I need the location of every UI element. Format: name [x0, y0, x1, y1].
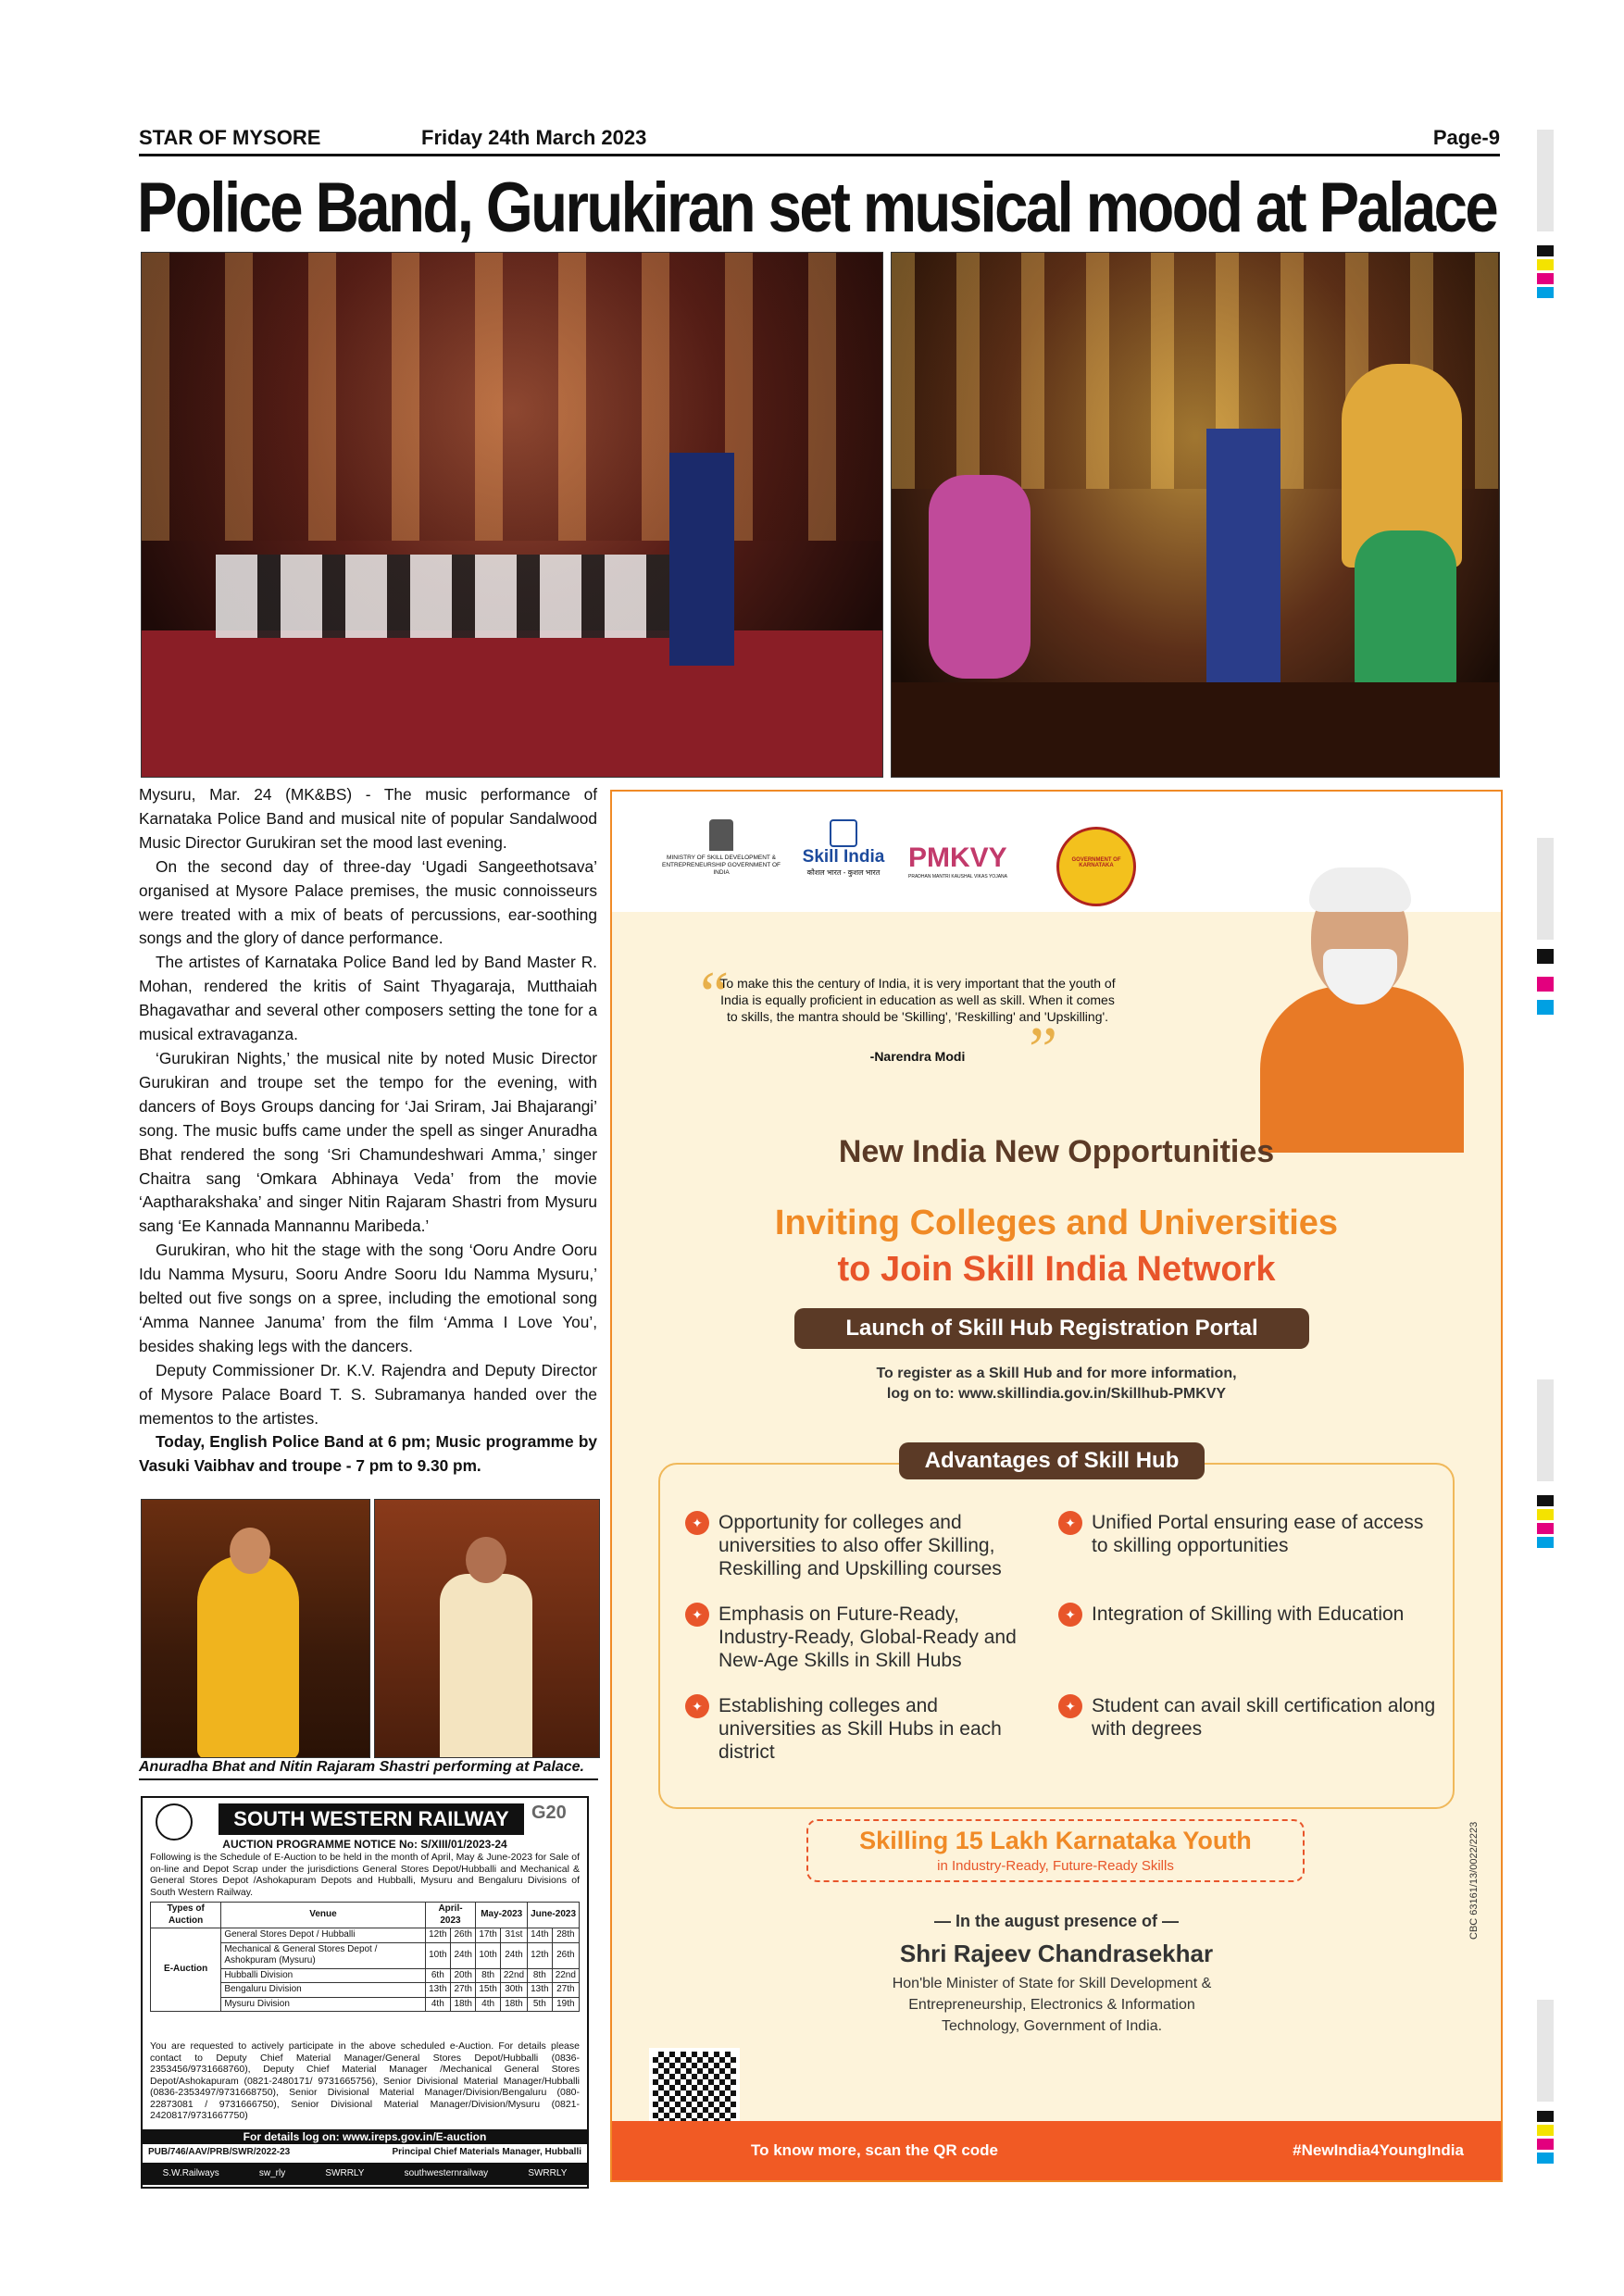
registration-mark: [1537, 2125, 1554, 2136]
issue-date: Friday 24th March 2023: [421, 126, 647, 149]
tagline: New India New Opportunities: [838, 1134, 1275, 1169]
registration-mark: [1537, 245, 1554, 256]
registration-mark: [1537, 949, 1554, 964]
col-venue: Venue: [221, 1903, 425, 1928]
article-body: [139, 783, 597, 1479]
registration-strip: [1537, 130, 1554, 231]
signatory: Principal Chief Materials Manager, Hubballi: [392, 2147, 581, 2157]
registration-mark: [1537, 1000, 1554, 1015]
registration-mark: [1537, 2139, 1554, 2150]
advantage-item: ✦ Unified Portal ensuring ease of access to skilling opportunities: [1092, 1511, 1425, 1557]
twitter-handle[interactable]: SWRRLY: [325, 2168, 365, 2178]
article-paragraph: Gurukiran, who hit the stage with the song ‘Ooru Andre Ooru Idu Namma Mysuru, Sooru Andre Sooru Idu Namma Mysuru,’ belted out five songs on a spree, including the emotional song ‘Amma Nannee Januma’ from the film ‘Amma I Love You’, besides shaking legs with the dancers.: [139, 1241, 597, 1355]
railway-title: SOUTH WESTERN RAILWAY: [219, 1803, 524, 1835]
advantage-item: ✦ Establishing colleges and universities as Skill Hubs in each district: [718, 1694, 1015, 1764]
register-line-1: To register as a Skill Hub and for more information,: [876, 1366, 1237, 1381]
registration-mark: [1537, 2111, 1554, 2122]
registration-mark: [1537, 1509, 1554, 1520]
advantages-title: Advantages of Skill Hub: [899, 1442, 1205, 1479]
quote-author: -Narendra Modi: [869, 1049, 966, 1064]
auction-schedule-table: [150, 1902, 580, 2012]
skill-india-logo: Skill India कौशल भारत - कुशल भारत: [802, 819, 885, 878]
ministry-logo: MINISTRY OF SKILL DEVELOPMENT & ENTREPRENEURSHIP GOVERNMENT OF INDIA: [656, 819, 786, 877]
railway-notice: [141, 1796, 589, 2189]
advantage-item: ✦ Opportunity for colleges and universities to also offer Skilling, Reskilling and Upskilling courses: [718, 1511, 1033, 1580]
minister-name: Shri Rajeev Chandrasekhar: [899, 1940, 1214, 1967]
col-type: Types of Auction: [151, 1903, 221, 1928]
skill-icon: ✦: [685, 1694, 709, 1718]
social-bar: [143, 2163, 587, 2185]
masthead: [139, 126, 1500, 156]
article-paragraph: ‘Gurukiran Nights,’ the musical nite by noted Music Director Gurukiran and troupe set the tempo for the evening, with dancers of Boys Groups dancing for ‘Jai Sriram, Jai Bhajarangi’ song. The music buffs came under the spell as singer Anuradha Bhat rendered the song ‘Sri Chamundeshwari Amma,’ singer Chaitra sang ‘Omkara Abhinaya Veda’ from the movie ‘Aaptharakshaka’ and singer Nitin Rajaram Shastri from Mysuru sang ‘Ee Kannada Mannannu Maribeda.’: [139, 1048, 597, 1236]
invite-line-1: Inviting Colleges and Universities: [774, 1204, 1339, 1242]
registration-mark: [1537, 2152, 1554, 2164]
auction-contact: You are requested to actively participate in the above scheduled e-Auction. For details please contact to Deputy Chief Material Manager/General Stores Depot/Hubballi (0836-2353456/9731668760), Deputy Chief Material Manager /Mechanical General Stores Depot/Ashokapuram (0821-2480171/ 9731665756), Senior Divisional Material Manager/Hubballi (0836-2353497/9731668750), Senior Divisional Material Manager/Division/Bengaluru (080-22873081 / 9731666750), Senior Divisional Material Manager/Division/Mysuru (0821-2420817/9731667750): [150, 2040, 580, 2121]
photo-caption: Anuradha Bhat and Nitin Rajaram Shastri performing at Palace.: [139, 1759, 598, 1780]
auction-details-link[interactable]: For details log on: www.ireps.gov.in/E-auction: [143, 2129, 587, 2144]
headline: Police Band, Gurukiran set musical mood at Palace: [137, 168, 1497, 247]
skill-india-advertisement: [610, 790, 1503, 2182]
gurukiran-stage-photo: [891, 252, 1500, 778]
register-line-2[interactable]: log on to: www.skillindia.gov.in/Skillhub-PMKVY: [886, 1386, 1227, 1402]
registration-strip: [1537, 1379, 1554, 1481]
page-number: Page-9: [1432, 126, 1500, 149]
ad-footer: [612, 2121, 1501, 2180]
advantage-item: ✦ Emphasis on Future-Ready, Industry-Ready, Global-Ready and New-Age Skills in Skill Hubs: [718, 1603, 1033, 1672]
advantage-item: ✦ Student can avail skill certification along with degrees: [1092, 1694, 1443, 1741]
table-row: Bengaluru Division 13th 27th 15th 30th 13th 27th: [151, 1983, 580, 1998]
programme-notice: Today, English Police Band at 6 pm; Music programme by Vasuki Vaibhav and troupe - 7 pm to 9.30 pm.: [139, 1432, 597, 1476]
table-row: Hubballi Division 6th 20th 8th 22nd 8th 22nd: [151, 1968, 580, 1983]
invite-line-2: to Join Skill India Network: [837, 1250, 1276, 1289]
skill-icon: ✦: [685, 1603, 709, 1627]
railway-emblem-icon: [156, 1803, 193, 1841]
ad-code: CBC 63161/13/0022/2223: [1468, 1821, 1480, 1940]
registration-strip: [1537, 2000, 1554, 2102]
table-row: Mysuru Division 4th 18th 4th 18th 5th 19th: [151, 1997, 580, 2012]
registration-mark: [1537, 287, 1554, 298]
article-paragraph: On the second day of three-day ‘Ugadi Sangeethotsava’ organised at Mysore Palace premises, the music connoisseurs were treated with a mix of beats of percussions, ear-soothing songs and the glory of dance performance.: [139, 856, 597, 948]
modi-quote: To make this the century of India, it is very important that the youth of India is equally proficient in education as well as skill. When it comes to skills, the mantra should be 'Skilling', 'Reskilling' and 'Upskilling'.: [719, 976, 1116, 1024]
advantage-item: ✦ Integration of Skilling with Education: [1092, 1603, 1425, 1626]
police-band-photo: [141, 252, 883, 778]
anuradha-bhat-photo: [141, 1499, 370, 1758]
skilling-box: Skilling 15 Lakh Karnataka Youth in Industry-Ready, Future-Ready Skills: [806, 1819, 1305, 1882]
table-row: E-Auction General Stores Depot / Hubballi 12th 26th 17th 31st 14th 28th: [151, 1928, 580, 1943]
skill-icon: ✦: [685, 1511, 709, 1535]
g20-logo: G20: [531, 1803, 567, 1823]
article-paragraph: Mysuru, Mar. 24 (MK&BS) - The music performance of Karnataka Police Band and musical nite of popular Sandalwood Music Director Gurukiran set the mood last evening.: [139, 785, 597, 852]
registration-mark: [1537, 1495, 1554, 1506]
auction-type: E-Auction: [151, 1928, 221, 2012]
publication-ref: PUB/746/AAV/PRB/SWR/2022-23: [148, 2147, 291, 2157]
qr-instruction: To know more, scan the QR code: [751, 2141, 999, 2159]
registration-mark: [1537, 273, 1554, 284]
col-month: May-2023: [476, 1903, 528, 1928]
paper-name: STAR OF MYSORE: [139, 126, 321, 149]
skill-icon: ✦: [1058, 1603, 1082, 1627]
skill-india-icon: [830, 819, 857, 847]
registration-mark: [1537, 259, 1554, 270]
col-month: April-2023: [425, 1903, 476, 1928]
hashtag: #NewIndia4YoungIndia: [1293, 2141, 1464, 2159]
instagram-handle[interactable]: sw_rly: [258, 2168, 286, 2178]
registration-strip: [1537, 838, 1554, 940]
registration-mark: [1537, 1523, 1554, 1534]
col-month: June-2023: [528, 1903, 580, 1928]
quote-open-icon: “: [700, 959, 730, 1030]
skill-icon: ✦: [1058, 1511, 1082, 1535]
presence-text: — In the august presence of —: [933, 1912, 1180, 1930]
koo-handle[interactable]: SWRRLY: [528, 2168, 568, 2178]
auction-intro: Following is the Schedule of E-Auction to be held in the month of April, May & June-2023 for Sale of on-line and Depot Scrap under the jurisdictions General Stores Depot/Hubballi and Mechanical & General Stores Depot /Ashokapuram Depots and Hubballi, Mysuru and Bengaluru Divisions of South Western Railway.: [150, 1852, 580, 1898]
skill-icon: ✦: [1058, 1694, 1082, 1718]
karnataka-emblem: GOVERNMENT OF KARNATAKA: [1056, 827, 1136, 906]
article-paragraph: The artistes of Karnataka Police Band led by Band Master R. Mohan, rendered the kritis of Saint Thyagaraja, Mutthaiah Bhagavathar and several other composers setting the tone for a musical extravaganza.: [139, 953, 597, 1044]
auction-notice-title: AUCTION PROGRAMME NOTICE No: S/XIII/01/2023-24: [222, 1838, 507, 1851]
registration-mark: [1537, 1537, 1554, 1548]
table-row: Mechanical & General Stores Depot / Ashokpuram (Mysuru) 10th 24th 10th 24th 12th 26th: [151, 1942, 580, 1968]
pmkvy-logo: PMKVY PRADHAN MANTRI KAUSHAL VIKAS YOJANA: [908, 842, 1007, 880]
minister-portrait: [1205, 838, 1482, 1148]
facebook-handle[interactable]: S.W.Railways: [162, 2168, 219, 2178]
registration-mark: [1537, 977, 1554, 992]
quote-close-icon: ”: [1029, 1015, 1058, 1086]
launch-banner: Launch of Skill Hub Registration Portal: [794, 1308, 1309, 1349]
emblem-icon: [709, 819, 733, 851]
website-handle[interactable]: southwesternrailway: [404, 2168, 489, 2178]
nitin-rajaram-photo: [374, 1499, 600, 1758]
article-paragraph: Deputy Commissioner Dr. K.V. Rajendra and Deputy Director of Mysore Palace Board T. S. Subramanya handed over the mementos to the artistes.: [139, 1360, 597, 1428]
minister-title: Hon'ble Minister of State for Skill Development & Entrepreneurship, Electronics & Information Technology, Government of India.: [892, 1976, 1212, 2034]
